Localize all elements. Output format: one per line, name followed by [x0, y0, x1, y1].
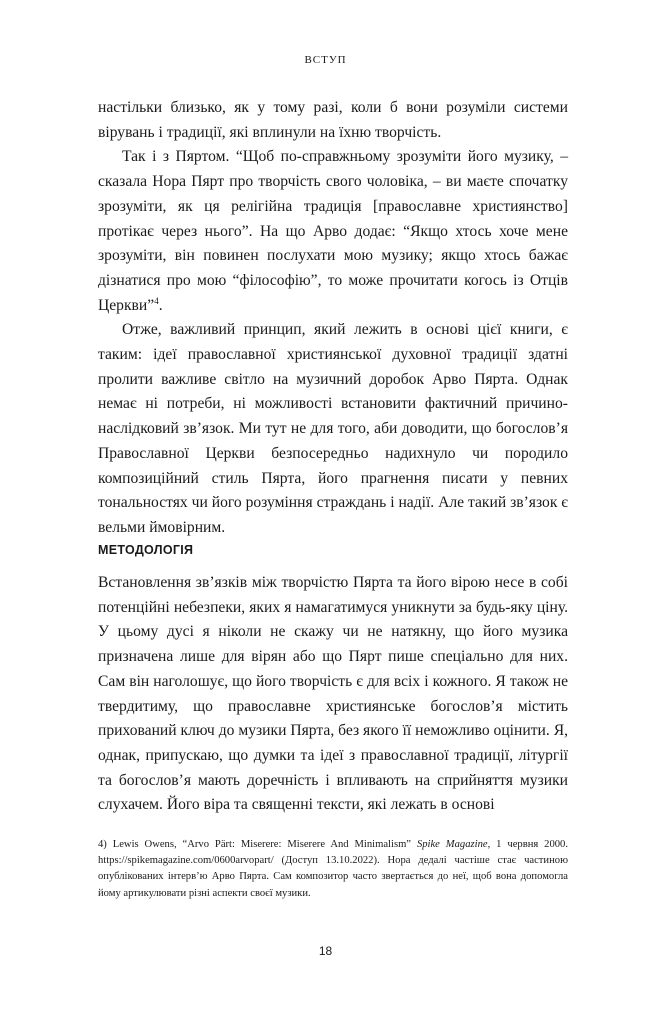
paragraph-text: Так і з Пяртом. “Щоб по-справжньому зрозуміти його музику, – сказала Нора Пярт про творчість свого чоловіка, – ви маєте спочатку зрозуміти, як ця релігійна традиція [православне християнство] протікає через нього”. На що Арво додає: “Якщо хтось хоче мене зрозуміти, він повинен послухати мою музику; якщо хтось бажає дізнатися про мою “філософію”, то може прочитати когось із Отців Церкви”	[98, 148, 568, 314]
paragraph: Отже, важливий принцип, який лежить в основі цієї книги, є таким: ідеї православної християнської духовної традиції здатні пролити важливе світло на музичний доробок Арво Пярта. Однак немає ні потреби, ні можливості встановити фактичний причино-наслідковий зв’язок. Ми тут не для того, аби доводити, що богослов’я Православної Церкви безпосередньо надихнуло чи породило композиційний стиль Пярта, його прагнення писати у певних тональностях чи його розуміння страждань і надії. Але такий зв’язок є вельми ймовірним.	[98, 321, 568, 536]
body-text-methodology	[98, 571, 568, 818]
page-number: 18	[318, 944, 333, 958]
footnote-text-rest: , 1 червня 2000. https://spikemagazine.com/0600arvopart/ (Доступ 13.10.2022). Нора дедалі частіше стає частиною опублікованих інтерв’ю Арво Пярта. Сам композитор часто звертається до неї, щоб вона допомогла йому артикулювати різні аспекти своєї музики.	[98, 839, 568, 899]
section-heading: МЕТОДОЛОГІЯ	[98, 543, 194, 557]
body-text-intro	[98, 96, 568, 541]
footnote	[98, 837, 568, 902]
paragraph	[98, 145, 568, 318]
paragraph-end: .	[158, 296, 163, 314]
paragraph: настільки близько, як у тому разі, коли б вони розуміли системи вірувань і традиції, які вплинули на їхню творчість.	[98, 99, 568, 141]
running-head: ВСТУП	[304, 54, 347, 66]
footnote-ref[interactable]: 4	[154, 295, 159, 306]
footnote-source-title: Spike Magazine	[416, 839, 488, 850]
footnote-text: 4) Lewis Owens, “Arvo Pärt: Miserere: Miserere And Minimalism”	[98, 839, 417, 850]
paragraph: Встановлення зв’язків між творчістю Пярта та його вірою несе в собі потенційні небезпеки, яких я намагатимуся уникнути за будь-яку ціну. У цьому дусі я ніколи не скажу чи не натякну, що його музика призначена лише для вірян або що Пярт пише спеціально для них. Сам він наголошує, що його творчість є для всіх і кожного. Я також не твердитиму, що православне християнське богослов’я містить прихований ключ до музики Пярта, без якого її неможливо оцінити. Я, однак, припускаю, що думки та ідеї з православної традиції, літургії та богослов’я мають доречність і впливають на сприйняття музики слухачем. Його віра та священні тексти, які лежать в основі	[98, 574, 568, 814]
